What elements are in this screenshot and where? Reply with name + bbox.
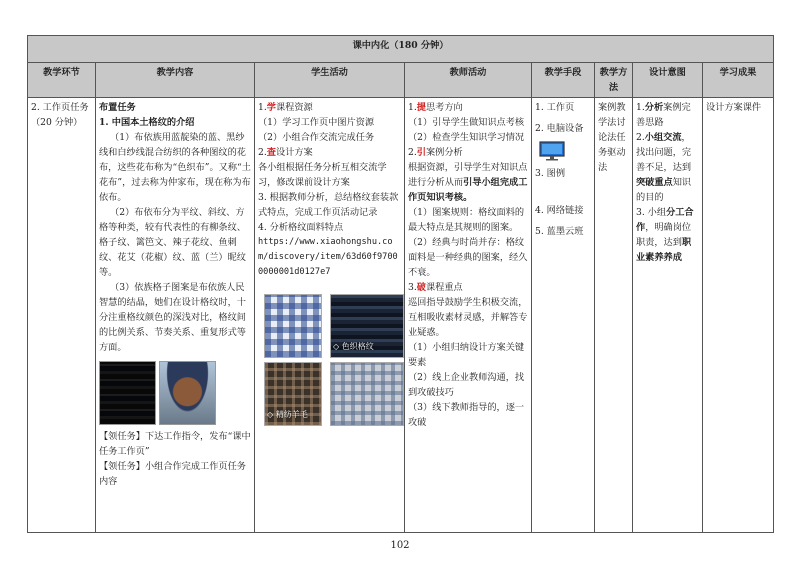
student-num-2: 2. bbox=[258, 147, 267, 158]
intent-rest-2: 知识的目的 bbox=[636, 177, 692, 203]
task-tag-2: 【领任务】 bbox=[99, 461, 145, 472]
teacher-num-1: 1. bbox=[408, 102, 417, 113]
content-cell bbox=[96, 98, 255, 533]
teacher-item-3c: （3）线下教师指导的，逐一攻破 bbox=[408, 402, 525, 428]
student-item-1a: （1）学习工作页中图片资源 bbox=[258, 117, 375, 128]
worsted-wool-swatch bbox=[264, 362, 322, 426]
task-tag-1: 【领任务】 bbox=[99, 431, 145, 442]
table-title: 课中内化（180 分钟） bbox=[28, 36, 774, 63]
outcome-cell bbox=[703, 98, 774, 533]
intent-mid-2: ，找出问题，完善不足，达到 bbox=[636, 132, 692, 173]
header-stage: 教学环节 bbox=[28, 63, 96, 98]
teacher-rest-1: 思考方向 bbox=[425, 102, 463, 113]
means-item-3: 3. 图例 bbox=[535, 168, 566, 179]
header-student: 学生活动 bbox=[255, 63, 405, 98]
outcome-text: 设计方案课件 bbox=[706, 102, 762, 113]
computer-monitor-icon bbox=[539, 141, 565, 161]
intent-pre-1: 1. bbox=[636, 102, 645, 113]
photo-strip bbox=[99, 361, 251, 425]
header-method: 教学方法 bbox=[595, 63, 633, 98]
teacher-item-3a: （1）小组归纳设计方案关键要素 bbox=[408, 342, 525, 368]
lesson-plan-table bbox=[27, 35, 774, 533]
teacher-item-2 bbox=[408, 145, 528, 160]
teacher-item-2a: （1）图案规则：格纹面料的最大特点是其规则的图案。 bbox=[408, 207, 525, 233]
task-line-2 bbox=[99, 459, 251, 489]
stage-cell bbox=[28, 98, 96, 533]
teacher-key-1: 提 bbox=[416, 102, 426, 113]
task-text-1: 下达工作指令，发布“课中任务工作页” bbox=[99, 431, 251, 457]
teacher-bold-2: 引导小组完成工作页知识考核。 bbox=[408, 177, 528, 203]
header-outcome: 学习成果 bbox=[703, 63, 774, 98]
student-item-1b: （2）小组合作交流完成任务 bbox=[258, 132, 375, 143]
student-item-4: 4. 分析格纹面料特点 bbox=[258, 222, 344, 233]
teacher-item-1b: （2）检查学生知识学习情况 bbox=[408, 132, 525, 143]
task-text-2: 小组合作完成工作页任务内容 bbox=[99, 461, 246, 487]
content-subheading: 1. 中国本土格纹的介绍 bbox=[99, 117, 195, 128]
page-number: 102 bbox=[390, 540, 410, 551]
means-cell bbox=[532, 98, 595, 533]
plaid-fabric-photo bbox=[99, 361, 156, 425]
woman-portrait-photo bbox=[159, 361, 216, 425]
intent-bold2-3: 职业素养养成 bbox=[636, 237, 692, 263]
teacher-item-2b: （2）经典与时尚并存：格纹面料是一种经典的图案，经久不衰。 bbox=[408, 237, 528, 278]
intent-item-3 bbox=[636, 205, 699, 265]
teacher-item-1a: （1）引导学生做知识点考核 bbox=[408, 117, 525, 128]
teacher-key-3: 破 bbox=[416, 282, 426, 293]
intent-bold-2: 小组交流 bbox=[644, 132, 682, 143]
student-num-1: 1. bbox=[258, 102, 267, 113]
intent-bold-3: 分工合作 bbox=[636, 207, 694, 233]
content-para-3: （3）依族格子图案是布依族人民智慧的结晶，她们在设计格纹时，十分注重格纹颜色的深浅对比，格纹间的比例关系、节奏关系、重复形式等方面。 bbox=[99, 282, 246, 353]
student-item-2 bbox=[258, 145, 401, 160]
teacher-rest-3: 课程重点 bbox=[425, 282, 463, 293]
means-item-5: 5. 蓝墨云班 bbox=[535, 226, 584, 237]
student-cell bbox=[255, 98, 405, 533]
intent-pre-2: 2. bbox=[636, 132, 645, 143]
teacher-num-2: 2. bbox=[408, 147, 417, 158]
blue-gingham-swatch bbox=[264, 294, 322, 358]
stage-text: 2. 工作页任务（20 分钟） bbox=[31, 102, 89, 128]
teacher-rest-2: 案例分析 bbox=[425, 147, 463, 158]
student-rest-2: 设计方案 bbox=[275, 147, 313, 158]
teacher-cell bbox=[405, 98, 532, 533]
teacher-num-3: 3. bbox=[408, 282, 417, 293]
header-teacher: 教师活动 bbox=[405, 63, 532, 98]
teacher-key-2: 引 bbox=[416, 147, 426, 158]
student-key-2: 查 bbox=[266, 147, 276, 158]
means-item-4: 4. 网络链接 bbox=[535, 205, 584, 216]
method-cell bbox=[595, 98, 633, 533]
student-rest-1: 课程资源 bbox=[275, 102, 313, 113]
header-means: 教学手段 bbox=[532, 63, 595, 98]
content-para-1: （1）布依族用蓝靛染的蓝、黑纱线和白纱线混合纺织的各种图纹的花布，这些花布称为“色织布”。又称“土花布”，过去称为仲家布，现在称为布依布。 bbox=[99, 132, 251, 203]
intent-item-1 bbox=[636, 100, 699, 130]
header-content: 教学内容 bbox=[96, 63, 255, 98]
header-intent: 设计意图 bbox=[633, 63, 703, 98]
content-heading: 布置任务 bbox=[99, 102, 136, 113]
intent-item-2 bbox=[636, 130, 699, 205]
intent-bold-1: 分析 bbox=[644, 102, 664, 113]
student-item-3: 3. 根据教师分析，总结格纹套装款式特点，完成工作页活动记录 bbox=[258, 192, 399, 218]
teacher-item-3b: （2）线上企业教师沟通，找到攻破技巧 bbox=[408, 372, 525, 398]
content-para-2: （2）布依布分为平纹、斜纹、方格等种类，较有代表性的有柳条纹、格子纹、篱笆文、辣子花纹、鱼刺纹、花艾（花椒）纹、蓝（兰）昵纹等。 bbox=[99, 207, 246, 278]
intent-pre-3: 3. 小组 bbox=[636, 207, 667, 218]
teacher-item-2-text bbox=[408, 160, 528, 205]
yarn-dyed-plaid-swatch bbox=[330, 294, 404, 358]
method-text: 案例教学法讨论法任务驱动法 bbox=[598, 102, 626, 173]
grey-plaid-swatch bbox=[330, 362, 404, 426]
teacher-text-2: 根据资源，引导学生对知识点进行分析从而 bbox=[408, 162, 528, 188]
intent-bold2-2: 突破重点 bbox=[636, 177, 673, 188]
student-item-1 bbox=[258, 100, 401, 115]
intent-rest-1: 案例完善思路 bbox=[636, 102, 691, 128]
student-key-1: 学 bbox=[266, 102, 276, 113]
swatch-label-2: ◇ 精纺羊毛 bbox=[267, 410, 308, 419]
student-item-2-text: 各小组根据任务分析互相交流学习，修改课前设计方案 bbox=[258, 162, 387, 188]
teacher-item-1 bbox=[408, 100, 528, 115]
task-line-1 bbox=[99, 429, 251, 459]
intent-cell bbox=[633, 98, 703, 533]
teacher-item-3-text: 巡回指导鼓励学生积极交流，互相吸收素材灵感，并解答专业疑惑。 bbox=[408, 297, 528, 338]
intent-mid-3: ，明确岗位职责，达到 bbox=[636, 222, 692, 248]
means-item-1: 1. 工作页 bbox=[535, 102, 575, 113]
fabric-swatch-grid bbox=[264, 294, 401, 426]
swatch-label-1: ◇ 色织格纹 bbox=[333, 342, 374, 351]
resource-link[interactable]: https://www.xiaohongshu.com/discovery/item/63d60f97000000001d0127e7 bbox=[258, 237, 398, 277]
means-item-2: 2. 电脑设备 bbox=[535, 123, 584, 134]
teacher-item-3 bbox=[408, 280, 528, 295]
